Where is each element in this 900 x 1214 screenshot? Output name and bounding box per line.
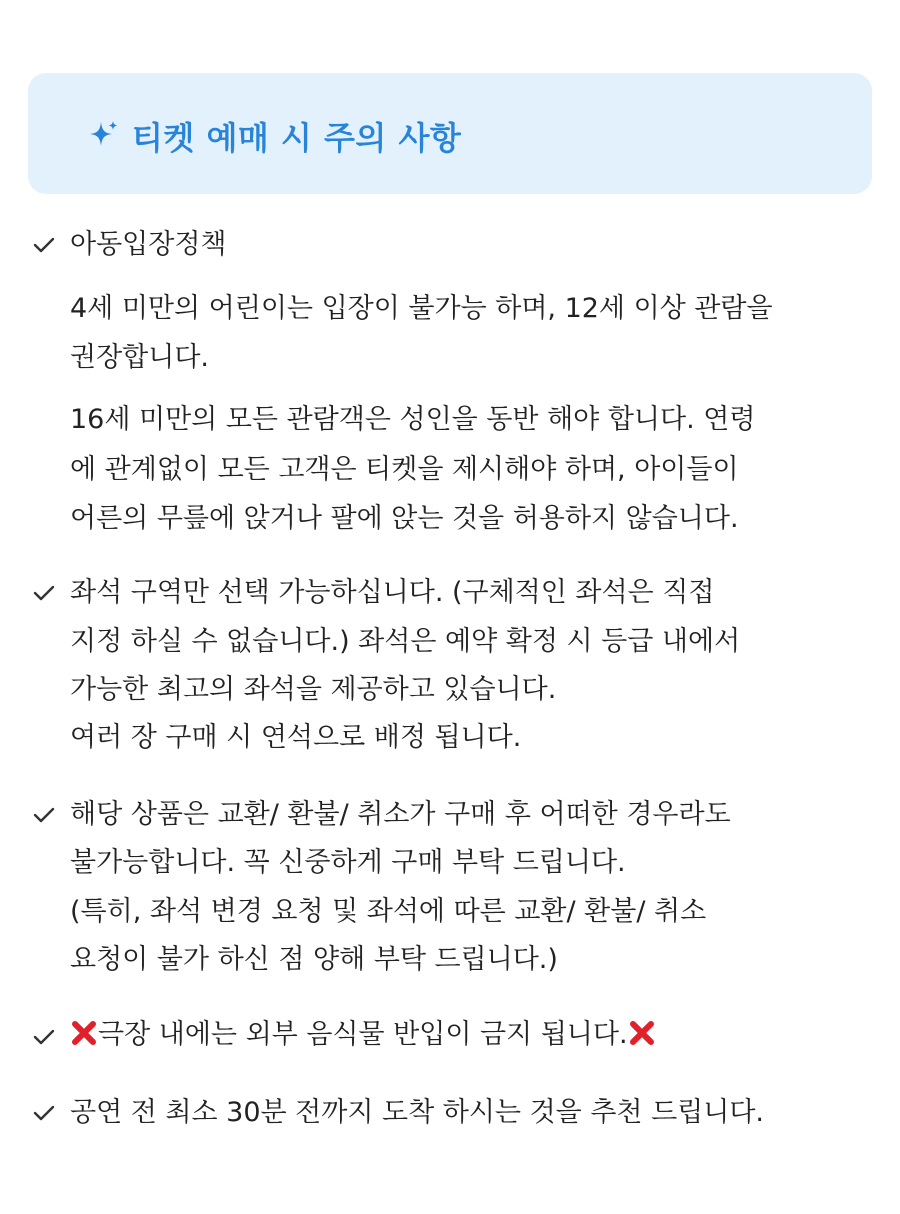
sparkle-icon — [88, 118, 120, 150]
notice-line: 어른의 무릎에 앉거나 팔에 앉는 것을 허용하지 않습니다. — [70, 503, 739, 534]
notice-line: 불가능합니다. 꼭 신중하게 구매 부탁 드립니다. — [70, 847, 626, 878]
notice-line-food — [70, 1013, 656, 1057]
notice-line: 가능한 최고의 좌석을 제공하고 있습니다. — [70, 674, 557, 705]
notice-line: 좌석 구역만 선택 가능하십니다. (구체적인 좌석은 직접 — [70, 577, 715, 608]
notice-line: 권장합니다. — [70, 342, 209, 373]
notice-header-card — [28, 73, 872, 194]
notice-line: 지정 하실 수 없습니다.) 좌석은 예약 확정 시 등급 내에서 — [70, 626, 741, 657]
notice-line: 해당 상품은 교환/ 환불/ 취소가 구매 후 어떠한 경우라도 — [70, 799, 731, 830]
notice-line: (특히, 좌석 변경 요청 및 좌석에 따른 교환/ 환불/ 취소 — [70, 896, 707, 927]
check-icon — [33, 1026, 55, 1048]
check-icon — [33, 804, 55, 826]
notice-line: 16세 미만의 모든 관람객은 성인을 동반 해야 합니다. 연령 — [70, 404, 756, 435]
check-icon — [33, 582, 55, 604]
notice-line: 에 관계없이 모든 고객은 티켓을 제시해야 하며, 아이들이 — [70, 454, 739, 485]
page-title: 티켓 예매 시 주의 사항 — [132, 119, 462, 157]
notice-heading-child-policy: 아동입장정책 — [70, 229, 227, 260]
notice-line: 공연 전 최소 30분 전까지 도착 하시는 것을 추천 드립니다. — [70, 1097, 764, 1128]
check-icon — [33, 1102, 55, 1124]
check-icon — [33, 234, 55, 256]
red-x-icon — [70, 1019, 98, 1047]
notice-line: 4세 미만의 어린이는 입장이 불가능 하며, 12세 이상 관람을 — [70, 293, 773, 324]
notice-text: 극장 내에는 외부 음식물 반입이 금지 됩니다. — [98, 1019, 628, 1050]
notice-line: 여러 장 구매 시 연석으로 배정 됩니다. — [70, 722, 522, 753]
red-x-icon — [628, 1019, 656, 1047]
notice-line: 요청이 불가 하신 점 양해 부탁 드립니다.) — [70, 944, 558, 975]
